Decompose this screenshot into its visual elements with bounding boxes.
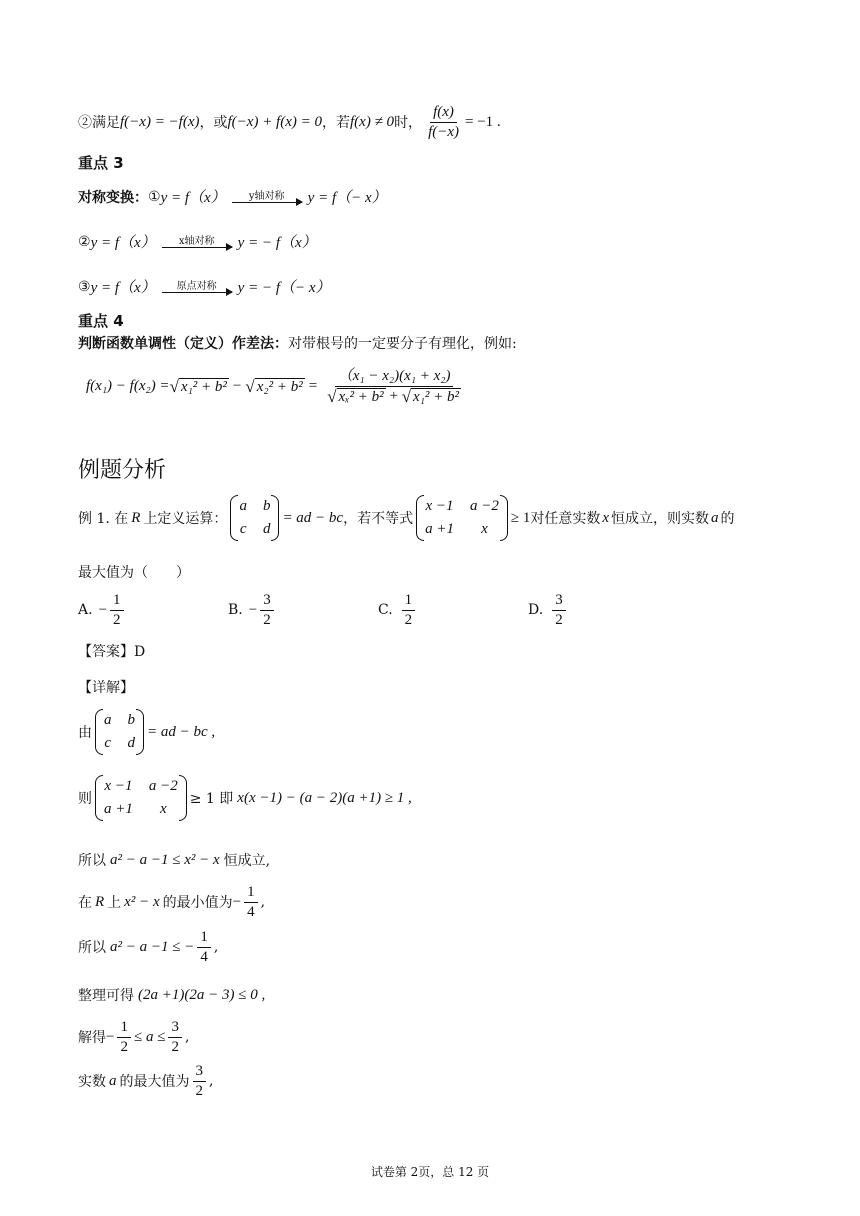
formula: y = f（x） <box>90 280 156 296</box>
formula: f(x) ≠ 0 <box>350 113 395 130</box>
text: ，若 <box>322 115 350 131</box>
solution-step-8 <box>78 1063 213 1099</box>
symmetry-row-3 <box>78 276 331 297</box>
matrix-cell: d <box>127 735 135 751</box>
formula: a² − a −1 ≤ − <box>110 938 195 955</box>
sqrt <box>327 388 385 405</box>
solution-step-3 <box>78 850 270 870</box>
formula: x(x −1) − (a − 2)(a +1) ≥ 1 , <box>237 789 412 806</box>
option-label: A. <box>78 602 93 618</box>
solution-step-7 <box>78 1019 189 1055</box>
text: 对带根号的一定要分子有理化，例如: <box>288 336 517 352</box>
denominator: 2 <box>113 611 121 628</box>
numerator: 3 <box>193 1063 207 1082</box>
formula: y = − f（− x） <box>237 280 331 296</box>
fraction <box>197 929 211 965</box>
numerator: 3 <box>260 592 274 611</box>
answer: 【答案】D <box>78 644 146 660</box>
sign: − <box>248 601 258 618</box>
denominator: 2 <box>120 1038 128 1055</box>
matrix-cell: d <box>262 521 271 537</box>
text: , <box>184 1029 190 1045</box>
arrow-label: y轴对称 <box>248 190 285 202</box>
text: 实数 <box>78 1074 106 1090</box>
fraction <box>193 1063 207 1099</box>
solution-step-4 <box>78 884 265 920</box>
text: , <box>213 939 219 955</box>
matrix-cell: x <box>481 521 488 537</box>
sqrt <box>402 388 461 405</box>
circled-number: ② <box>78 233 91 250</box>
symbol: R <box>131 509 141 526</box>
formula: y = − f（x） <box>237 235 317 251</box>
fraction <box>260 592 274 628</box>
radicand: x₁² + b² <box>180 378 227 395</box>
sqrt <box>170 378 229 395</box>
option-d[interactable] <box>528 592 569 628</box>
matrix-cell: b <box>262 498 271 514</box>
symbol: x <box>602 509 609 526</box>
numerator: （x₁ − x₂)(x₁ + x₂) <box>335 368 454 387</box>
symbol: R <box>95 893 105 910</box>
circled-number: ③ <box>78 278 91 295</box>
formula: = ad − bc <box>282 509 344 526</box>
text: 上定义运算： <box>143 511 228 527</box>
matrix-cell: b <box>127 712 135 728</box>
label: 对称变换： <box>78 189 148 206</box>
operator: + <box>388 387 399 404</box>
arrow-line <box>162 292 232 293</box>
text: 的最小值为 <box>162 895 233 911</box>
symmetry-row-2 <box>78 231 317 252</box>
numerator: 1 <box>110 592 124 611</box>
formula: = ad − bc , <box>147 723 216 740</box>
section-title: 例题分析 <box>78 458 167 483</box>
fraction <box>110 592 124 628</box>
formula: y = f（x） <box>90 235 156 251</box>
matrix-cell: a +1 <box>104 801 133 817</box>
formula: y = f（x） <box>160 190 226 206</box>
numerator: 3 <box>552 592 566 611</box>
formula: y = f（− x） <box>307 190 387 206</box>
numerator: 1 <box>117 1019 131 1038</box>
text: 所以 <box>78 853 106 869</box>
matrix-cell: a <box>239 498 247 514</box>
fraction <box>402 592 416 628</box>
matrix-cell: c <box>104 735 112 751</box>
matrix <box>95 710 144 754</box>
sign: − <box>98 601 108 618</box>
matrix <box>416 496 508 540</box>
text: 所以 <box>78 940 106 956</box>
page-footer: 试卷第 2页，总 12 页 <box>370 1165 490 1179</box>
arrow-label: 原点对称 <box>176 280 217 292</box>
fraction <box>425 104 462 140</box>
formula: f(−x) = −f(x) <box>120 113 200 130</box>
circled-number: ① <box>148 188 161 205</box>
operator: = <box>308 377 318 394</box>
example1-question <box>78 496 735 540</box>
formula: (2a +1)(2a − 3) ≤ 0 , <box>138 986 266 1003</box>
text: ②满足 <box>78 115 120 131</box>
arrow-line <box>162 247 232 248</box>
text: 时， <box>394 115 423 131</box>
operator: − <box>232 377 242 394</box>
matrix-cell: x −1 <box>104 778 133 794</box>
denominator: 2 <box>263 611 271 628</box>
denominator: 2 <box>555 611 563 628</box>
arrow-label: x轴对称 <box>178 235 215 247</box>
solution-step-5 <box>78 929 218 965</box>
radical-sign: √ <box>401 386 412 406</box>
key3-title: 重点 3 <box>78 154 124 172</box>
radical-sign: √ <box>169 376 179 396</box>
numerator: 1 <box>197 929 211 948</box>
radicand: x₁² + b² <box>413 388 460 405</box>
symmetry-row-1 <box>78 186 387 207</box>
option-label: C. <box>378 602 393 618</box>
detail-heading: 【详解】 <box>78 680 134 696</box>
solution-step-2 <box>78 776 412 820</box>
text: 例 1. 在 <box>78 511 129 527</box>
sign: − <box>232 893 242 910</box>
arrow-icon <box>232 191 302 203</box>
text: 恒成立，则实数 <box>611 511 709 527</box>
text: 由 <box>78 725 92 741</box>
matrix-cell: a <box>104 712 112 728</box>
text: 对任意实数 <box>530 511 601 527</box>
option-label: D. <box>528 602 544 618</box>
text: 解得 <box>78 1030 106 1046</box>
key4-desc <box>78 333 517 353</box>
arrow-icon <box>162 236 232 248</box>
fraction <box>117 1019 131 1055</box>
solution-step-1 <box>78 710 215 754</box>
formula: ≥ 1 <box>510 509 531 526</box>
denominator: 2 <box>404 611 413 628</box>
solution-step-6 <box>78 985 265 1005</box>
text: 的 <box>720 511 735 527</box>
label: 判断函数单调性（定义）作差法： <box>78 336 288 352</box>
formula: ≤ a ≤ <box>133 1028 166 1045</box>
numerator: 1 <box>402 592 416 611</box>
text: 在 <box>78 895 92 911</box>
denominator: 2 <box>171 1038 179 1055</box>
numerator: f(x) <box>430 104 457 123</box>
matrix-cell: a −2 <box>148 778 178 794</box>
formula: a² − a −1 ≤ x² − x <box>110 851 220 868</box>
text: 恒成立, <box>223 853 271 869</box>
denominator: 4 <box>247 903 255 920</box>
radicand: x₂² + b² <box>256 378 303 395</box>
radicand: xₓ² + b² <box>338 388 384 405</box>
formula: f(−x) + f(x) = 0 <box>227 113 322 130</box>
rationalize-formula <box>86 368 467 405</box>
matrix-cell: a +1 <box>425 521 454 537</box>
matrix-cell: x −1 <box>425 498 454 514</box>
example1-question-line2: 最大值为（ ） <box>78 565 190 581</box>
arrow-icon <box>162 281 232 293</box>
denominator: f(−x) <box>428 123 459 140</box>
matrix <box>95 776 187 820</box>
fraction <box>244 884 258 920</box>
text: ，或 <box>199 115 228 131</box>
formula: f(x₁) − f(x₂) = <box>86 377 170 394</box>
text: 的最大值为 <box>119 1074 190 1090</box>
fraction <box>552 592 566 628</box>
matrix <box>230 496 279 540</box>
radical-sign: √ <box>327 386 337 406</box>
text: 上 <box>107 895 122 911</box>
symbol: a <box>711 509 719 526</box>
odd-function-line <box>78 104 501 140</box>
text: , <box>209 1073 214 1089</box>
sqrt <box>245 378 304 395</box>
formula: x² − x <box>124 893 160 910</box>
key4-title: 重点 4 <box>78 312 124 330</box>
sign: − <box>106 1028 115 1045</box>
arrow-line <box>232 202 302 203</box>
numerator: 1 <box>244 884 258 903</box>
option-label: B. <box>228 602 243 618</box>
denominator <box>324 387 464 405</box>
denominator: 4 <box>200 948 208 965</box>
text: , <box>260 894 266 910</box>
formula: = −1 . <box>465 113 501 130</box>
option-b[interactable] <box>228 592 277 628</box>
matrix-cell: a −2 <box>469 498 499 514</box>
text: 则 <box>78 791 92 807</box>
radical-sign: √ <box>245 376 255 396</box>
option-c[interactable] <box>378 592 418 628</box>
text: ≥ 1 即 <box>189 791 234 807</box>
numerator: 3 <box>168 1019 182 1038</box>
option-a[interactable] <box>78 592 127 628</box>
text: ，若不等式 <box>343 511 414 527</box>
denominator: 2 <box>195 1082 203 1099</box>
text: 整理可得 <box>78 988 134 1004</box>
symbol: a <box>109 1072 117 1089</box>
fraction <box>168 1019 182 1055</box>
matrix-cell: c <box>239 521 247 537</box>
matrix-cell: x <box>159 801 167 817</box>
fraction <box>324 368 464 405</box>
